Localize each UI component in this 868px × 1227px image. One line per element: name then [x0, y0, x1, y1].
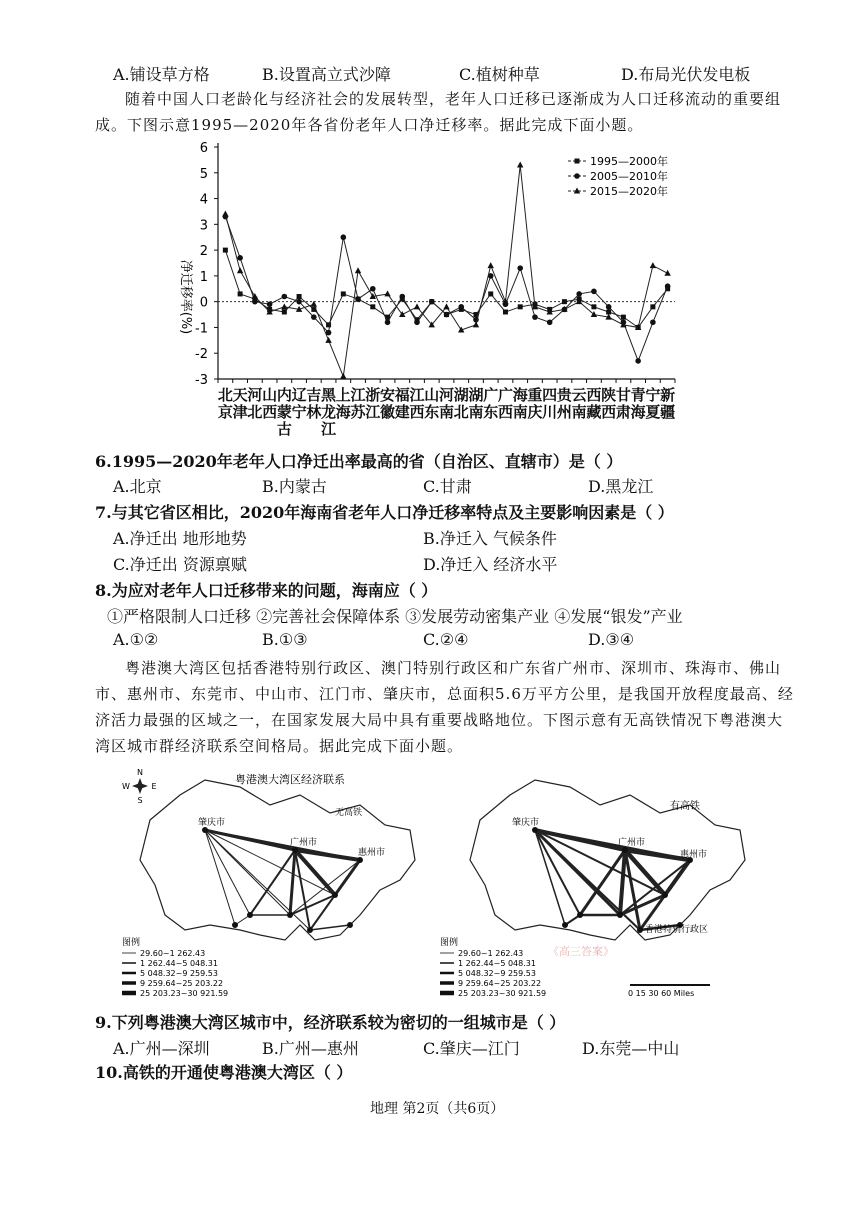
x-tick-label-湖北: 湖 北 [453, 386, 469, 421]
data-point [252, 299, 258, 305]
legend-marker [574, 173, 580, 179]
svg-text:29.60~1 262.43: 29.60~1 262.43 [140, 949, 206, 958]
y-axis-label: 净迁移率(%) [178, 259, 193, 335]
svg-text:图例: 图例 [122, 938, 141, 948]
data-point [238, 291, 243, 296]
svg-text:W: W [122, 782, 130, 791]
q8-stem: 8.为应对老年人口迁移带来的问题，海南应（ ） [95, 581, 438, 600]
q9-option-b: B.广州—惠州 [262, 1039, 359, 1058]
left-city-guangzhou: 广州市 [290, 838, 318, 848]
y-tick-label: 4 [199, 192, 208, 208]
q6-option-b: B.内蒙古 [262, 477, 327, 496]
legend-label: 2015—2020年 [590, 185, 668, 198]
data-point [664, 270, 670, 276]
x-tick-label-重庆: 重 庆 [527, 386, 543, 421]
data-point [267, 301, 273, 307]
x-tick-label-江苏: 江 苏 [350, 386, 366, 421]
y-tick-label: 2 [199, 244, 208, 260]
q8-option-c: C.②④ [423, 630, 469, 649]
data-point [458, 304, 464, 310]
x-tick-label-广东: 广 东 [483, 386, 499, 421]
q8-option-d: D.③④ [588, 630, 635, 649]
data-point [444, 312, 450, 318]
data-point [443, 303, 449, 309]
right-city-huizhou: 惠州市 [680, 850, 708, 860]
right-map-subtitle: 有高铁 [670, 801, 700, 812]
svg-text:1 262.44~5 048.31: 1 262.44~5 048.31 [140, 959, 218, 968]
intro-paragraph-1: 随着中国人口老龄化与经济社会的发展转型，老年人口迁移已逐渐成为人口迁移流动的重要组成。下图示意1995—2020年各省份老年人口净迁移率。据此完成下面小题。 [95, 90, 782, 134]
x-tick-label-黑龙江: 黑 龙 江 [321, 386, 337, 438]
y-tick-label: 3 [199, 218, 208, 234]
x-tick-label-甘肃: 甘 肃 [615, 386, 631, 421]
svg-text:9 259.64~25 203.22: 9 259.64~25 203.22 [140, 979, 224, 988]
left-map-subtitle: 无高铁 [335, 808, 363, 818]
data-point [297, 294, 302, 299]
x-tick-label-北京: 北 京 [217, 386, 233, 421]
data-point [340, 373, 346, 379]
q7-option-a: A.净迁出 地形地势 [113, 529, 247, 548]
data-point [547, 319, 553, 325]
x-tick-label-贵州: 贵 州 [556, 386, 572, 421]
q7-option-b: B.净迁入 气候条件 [423, 529, 557, 548]
svg-text:N: N [137, 768, 143, 777]
svg-text:29.60~1 262.43: 29.60~1 262.43 [458, 949, 524, 958]
data-point [473, 321, 479, 327]
q9-option-c: C.肇庆—江门 [423, 1039, 520, 1058]
left-city-zhaoqing: 肇庆市 [198, 818, 226, 828]
x-tick-label-辽宁: 辽 宁 [291, 386, 307, 421]
data-point [223, 248, 228, 253]
x-tick-label-新疆: 新 疆 [660, 386, 676, 421]
data-point [488, 262, 494, 268]
q5-option-a: A.铺设草方格 [113, 65, 210, 84]
q8-items: ①严格限制人口迁移 ②完善社会保障体系 ③发展劳动密集产业 ④发展“银发”产业 [107, 607, 683, 626]
y-tick-label: -1 [195, 321, 208, 337]
right-legend [440, 936, 546, 998]
data-point [429, 299, 435, 305]
q9-option-a: A.广州—深圳 [113, 1039, 210, 1058]
data-point [518, 304, 523, 309]
data-point [237, 255, 243, 261]
data-point [635, 358, 641, 364]
left-city-huizhou: 惠州市 [358, 848, 386, 858]
q9-stem: 9.下列粤港澳大湾区城市中，经济联系较为密切的一组城市是（ ） [95, 1013, 566, 1032]
data-point [370, 286, 376, 292]
svg-text:25 203.23~30 921.59: 25 203.23~30 921.59 [458, 989, 547, 998]
x-tick-label-陕西: 陕 西 [601, 386, 617, 421]
y-tick-label: 1 [199, 269, 208, 285]
right-city-zhaoqing: 肇庆市 [512, 818, 540, 828]
page-footer: 地理 第2页（共6页） [370, 1101, 505, 1117]
intro-paragraph-2: 粤港澳大湾区包括香港特别行政区、澳门特别行政区和广东省广州市、深圳市、珠海市、佛山市、惠州市、东莞市、中山市、江门市、肇庆市，总面积5.6万平方公里，是我国开放程度最高、经济活力最强的区域之一，在国家发展大局中具有重要战略地位。下图示意有无高铁情况下粤港澳大湾区城市群经济联系空间格局。据此完成下面小题。 [95, 659, 794, 755]
gba-maps [110, 765, 790, 1005]
watermark: 《高三答案》 [548, 945, 614, 958]
x-tick-label-宁夏: 宁 夏 [645, 386, 661, 421]
y-tick-label: -2 [195, 347, 208, 363]
data-point [384, 290, 390, 296]
svg-text:9 259.64~25 203.22: 9 259.64~25 203.22 [458, 979, 542, 988]
q5-option-d: D.布局光伏发电板 [621, 65, 751, 84]
data-point [355, 267, 361, 273]
y-tick-label: -3 [195, 373, 208, 388]
data-point [517, 265, 523, 271]
x-tick-label-福建: 福 建 [394, 386, 410, 421]
data-point [488, 291, 493, 296]
left-map-outline [140, 780, 415, 940]
data-point [237, 267, 243, 273]
q7-stem: 7.与其它省区相比，2020年海南省老年人口净迁移率特点及主要影响因素是（ ） [95, 503, 674, 522]
svg-text:0 15 30 60 Miles: 0 15 30 60 Miles [628, 989, 695, 998]
left-legend [122, 936, 228, 998]
data-point [591, 304, 596, 309]
svg-text:25 203.23~30 921.59: 25 203.23~30 921.59 [140, 989, 229, 998]
y-tick-label: 5 [199, 166, 208, 182]
compass-icon [122, 768, 156, 805]
data-point [296, 299, 302, 305]
legend-label: 1995—2000年 [590, 155, 668, 168]
legend-label: 2005—2010年 [590, 170, 668, 183]
q8-option-b: B.①③ [262, 630, 308, 649]
data-point [282, 294, 288, 300]
data-point [591, 289, 597, 295]
data-point [650, 319, 656, 325]
y-tick-label: 0 [199, 295, 208, 311]
legend-marker [575, 159, 580, 164]
x-tick-label-海南: 海 南 [512, 386, 528, 421]
x-tick-label-江西: 江 西 [409, 386, 425, 421]
data-point [414, 319, 420, 325]
data-point [341, 234, 347, 240]
x-tick-label-上海: 上 海 [335, 386, 351, 421]
x-tick-label-云南: 云 南 [571, 386, 587, 421]
data-point [222, 211, 228, 217]
q9-option-d: D.东莞—中山 [582, 1039, 680, 1058]
data-point [562, 299, 567, 304]
y-tick-label: 6 [199, 141, 208, 156]
series-1 [223, 214, 671, 364]
x-tick-label-浙江: 浙 江 [365, 386, 381, 421]
x-tick-label-山西: 山 西 [262, 386, 278, 421]
series-0 [223, 248, 670, 330]
data-point [532, 314, 538, 320]
right-city-guangzhou: 广州市 [618, 838, 646, 848]
right-city-hongkong: 香港特别行政区 [645, 925, 709, 935]
x-tick-label-内蒙古: 内 蒙 古 [276, 386, 292, 438]
x-tick-label-安徽: 安 徽 [380, 386, 396, 421]
q8-option-a: A.①② [113, 630, 159, 649]
data-point [355, 296, 361, 302]
x-tick-label-西藏: 西 藏 [586, 386, 602, 421]
data-point [370, 304, 375, 309]
data-point [650, 304, 655, 309]
data-point [325, 337, 331, 343]
q10-stem: 10.高铁的开通使粤港澳大湾区（ ） [95, 1063, 353, 1082]
data-point [311, 314, 317, 320]
data-point [385, 319, 391, 325]
chart-legend [568, 154, 668, 198]
series-line [225, 217, 667, 361]
q6-option-a: A.北京 [113, 477, 162, 496]
data-point [341, 291, 346, 296]
svg-text:E: E [151, 782, 157, 791]
data-point [576, 291, 582, 297]
data-point [399, 294, 405, 300]
data-point [414, 303, 420, 309]
q6-option-c: C.甘肃 [423, 477, 472, 496]
x-tick-label-河南: 河 南 [438, 386, 454, 421]
data-point [503, 309, 508, 314]
q5-option-b: B.设置高立式沙障 [262, 65, 391, 84]
left-map-title: 粤港澳大湾区经济联系 [235, 773, 345, 786]
data-point [665, 283, 671, 289]
x-tick-label-天津: 天 津 [232, 386, 248, 421]
x-tick-label-河北: 河 北 [247, 386, 263, 421]
q6-option-d: D.黑龙江 [588, 477, 654, 496]
x-tick-label-湖南: 湖 南 [468, 386, 484, 421]
data-point [650, 262, 656, 268]
data-point [517, 162, 523, 168]
svg-text:5 048.32~9 259.53: 5 048.32~9 259.53 [458, 969, 536, 978]
map-no-hsr [122, 768, 415, 998]
map-with-hsr [440, 780, 745, 998]
svg-text:图例: 图例 [440, 938, 459, 948]
q7-option-c: C.净迁出 资源禀赋 [113, 555, 247, 574]
data-point [282, 309, 287, 314]
q6-stem: 6.1995—2020年老年人口净迁出率最高的省（自治区、直辖市）是（ ） [95, 452, 623, 471]
x-tick-label-青海: 青 海 [630, 386, 646, 421]
data-point [281, 303, 287, 309]
q7-option-d: D.净迁入 经济水平 [423, 555, 558, 574]
x-tick-label-山东: 山 东 [424, 386, 440, 421]
svg-text:5 048.32~9 259.53: 5 048.32~9 259.53 [140, 969, 218, 978]
data-point [606, 304, 612, 310]
scale-bar [628, 985, 710, 998]
svg-text:1 262.44~5 048.31: 1 262.44~5 048.31 [458, 959, 536, 968]
x-tick-label-四川: 四 川 [542, 386, 558, 421]
x-tick-label-广西: 广 西 [497, 386, 513, 421]
x-tick-label-吉林: 吉 林 [306, 386, 322, 421]
q5-option-c: C.植树种草 [459, 65, 540, 84]
svg-text:S: S [137, 796, 143, 805]
data-point [621, 315, 626, 320]
